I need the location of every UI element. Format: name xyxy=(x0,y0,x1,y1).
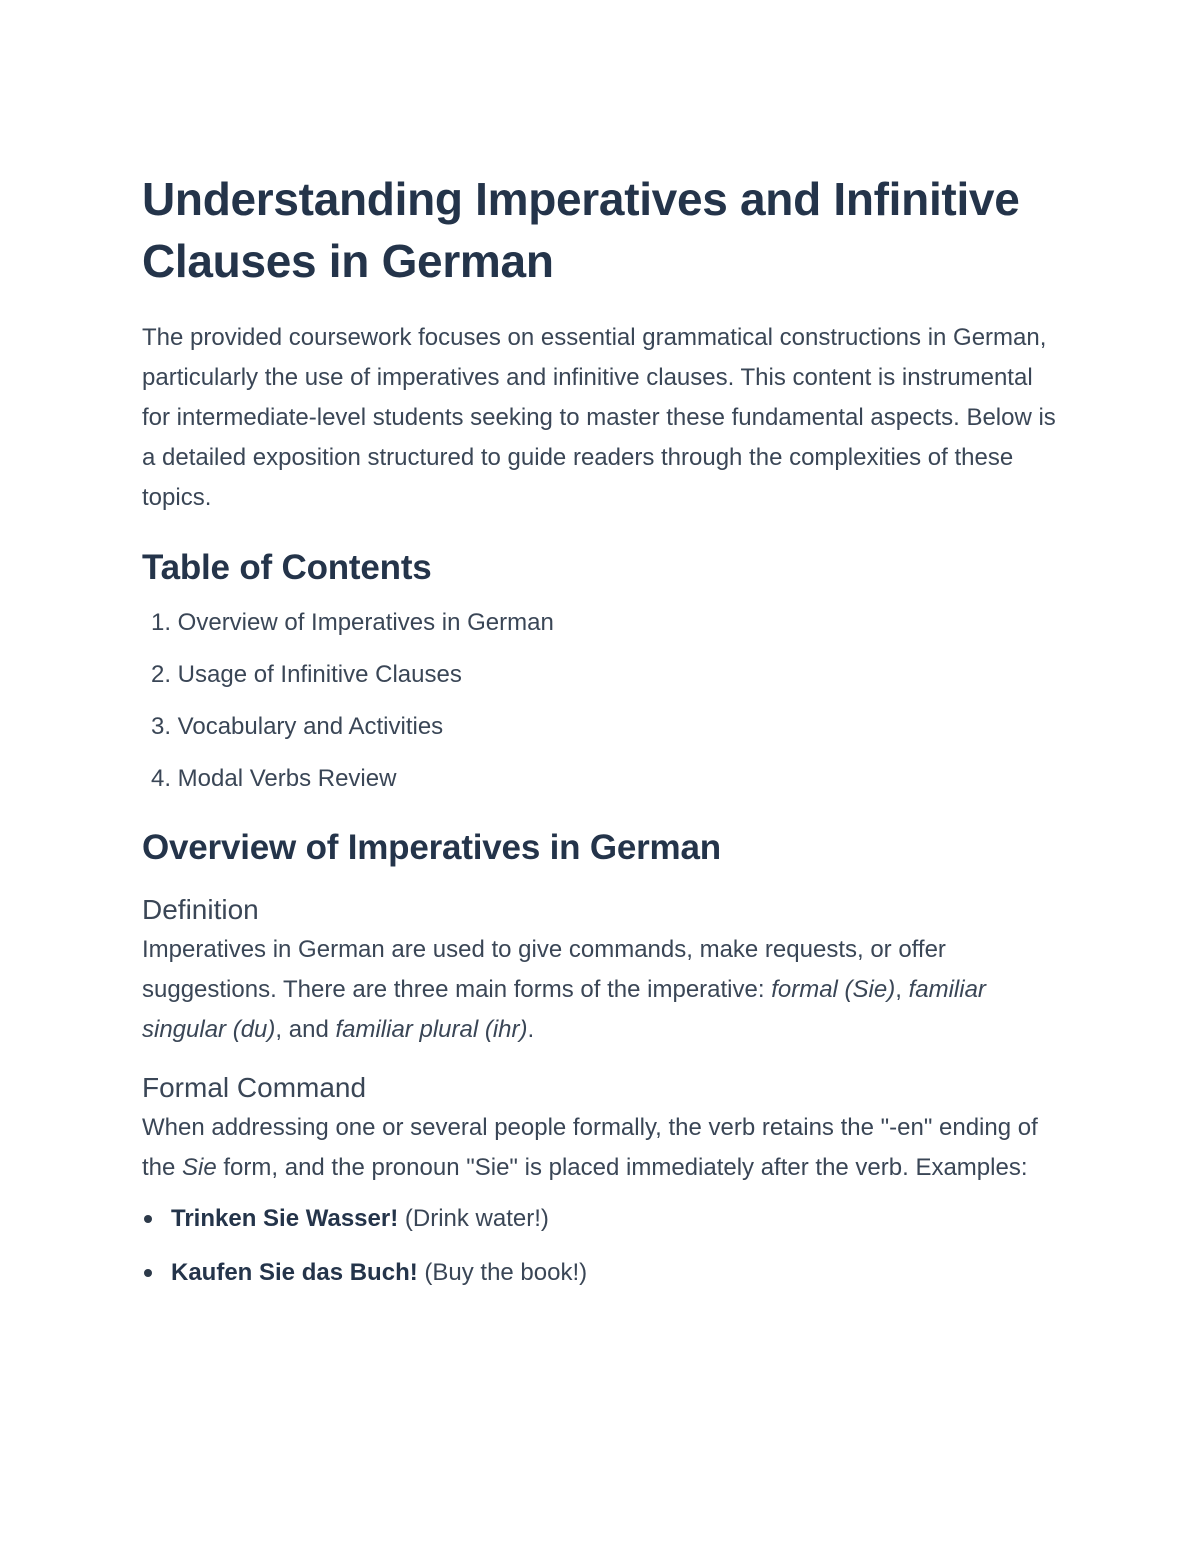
toc-item-number: 2. xyxy=(150,661,171,688)
definition-heading: Definition xyxy=(142,894,259,925)
toc-heading: Table of Contents xyxy=(142,548,432,587)
example-item xyxy=(142,1256,1062,1290)
document-page xyxy=(142,168,1062,1310)
toc-item-number: 3. xyxy=(150,713,171,740)
table-of-contents xyxy=(142,606,1062,796)
separator: , and xyxy=(275,1016,336,1043)
sie-italic: Sie xyxy=(182,1154,217,1181)
separator: , xyxy=(895,976,909,1003)
example-item xyxy=(142,1202,1062,1236)
formal-text-start: When addressing one or several people formally, the verb retains the "-en" ending of the xyxy=(142,1114,1038,1181)
toc-item-number: 1. xyxy=(150,609,171,636)
examples-list xyxy=(142,1202,1062,1290)
toc-item-label: Overview of Imperatives in German xyxy=(177,609,554,636)
formal-command-heading: Formal Command xyxy=(142,1072,367,1103)
example-english: (Buy the book!) xyxy=(417,1259,588,1286)
toc-item-label: Usage of Infinitive Clauses xyxy=(177,661,462,688)
toc-item xyxy=(142,710,1062,744)
formal-text-end: form, and the pronoun "Sie" is placed immediately after the verb. Examples: xyxy=(216,1154,1028,1181)
form-familiar-singular: familiar singular (du) xyxy=(142,976,986,1043)
toc-item-label: Vocabulary and Activities xyxy=(177,713,444,740)
bullet-icon xyxy=(144,1215,152,1223)
toc-item xyxy=(142,658,1062,692)
toc-item xyxy=(142,762,1062,796)
section-heading: Overview of Imperatives in German xyxy=(142,828,721,867)
formal-command-paragraph xyxy=(142,1108,1062,1188)
period: . xyxy=(527,1016,535,1043)
example-english: (Drink water!) xyxy=(398,1205,549,1232)
form-familiar-plural: familiar plural (ihr) xyxy=(335,1016,528,1043)
definition-paragraph xyxy=(142,930,1062,1050)
definition-text: Imperatives in German are used to give commands, make requests, or offer suggestions. There are three main forms of the imperative: xyxy=(142,936,946,1003)
form-formal: formal (Sie) xyxy=(771,976,896,1003)
toc-item-label: Modal Verbs Review xyxy=(177,765,397,792)
page-title: Understanding Imperatives and Infinitive Clauses in German xyxy=(142,173,1020,287)
example-german: Trinken Sie Wasser! xyxy=(171,1205,399,1232)
toc-item-number: 4. xyxy=(150,765,171,792)
toc-item xyxy=(142,606,1062,640)
intro-paragraph: The provided coursework focuses on essential grammatical constructions in German, particularly the use of imperatives and infinitive clauses. This content is instrumental for intermediate-level students seeking to master these fundamental aspects. Below is a detailed exposition structured to guide readers through the complexities of these topics. xyxy=(142,324,1056,511)
example-german: Kaufen Sie das Buch! xyxy=(171,1259,418,1286)
bullet-icon xyxy=(144,1269,152,1277)
